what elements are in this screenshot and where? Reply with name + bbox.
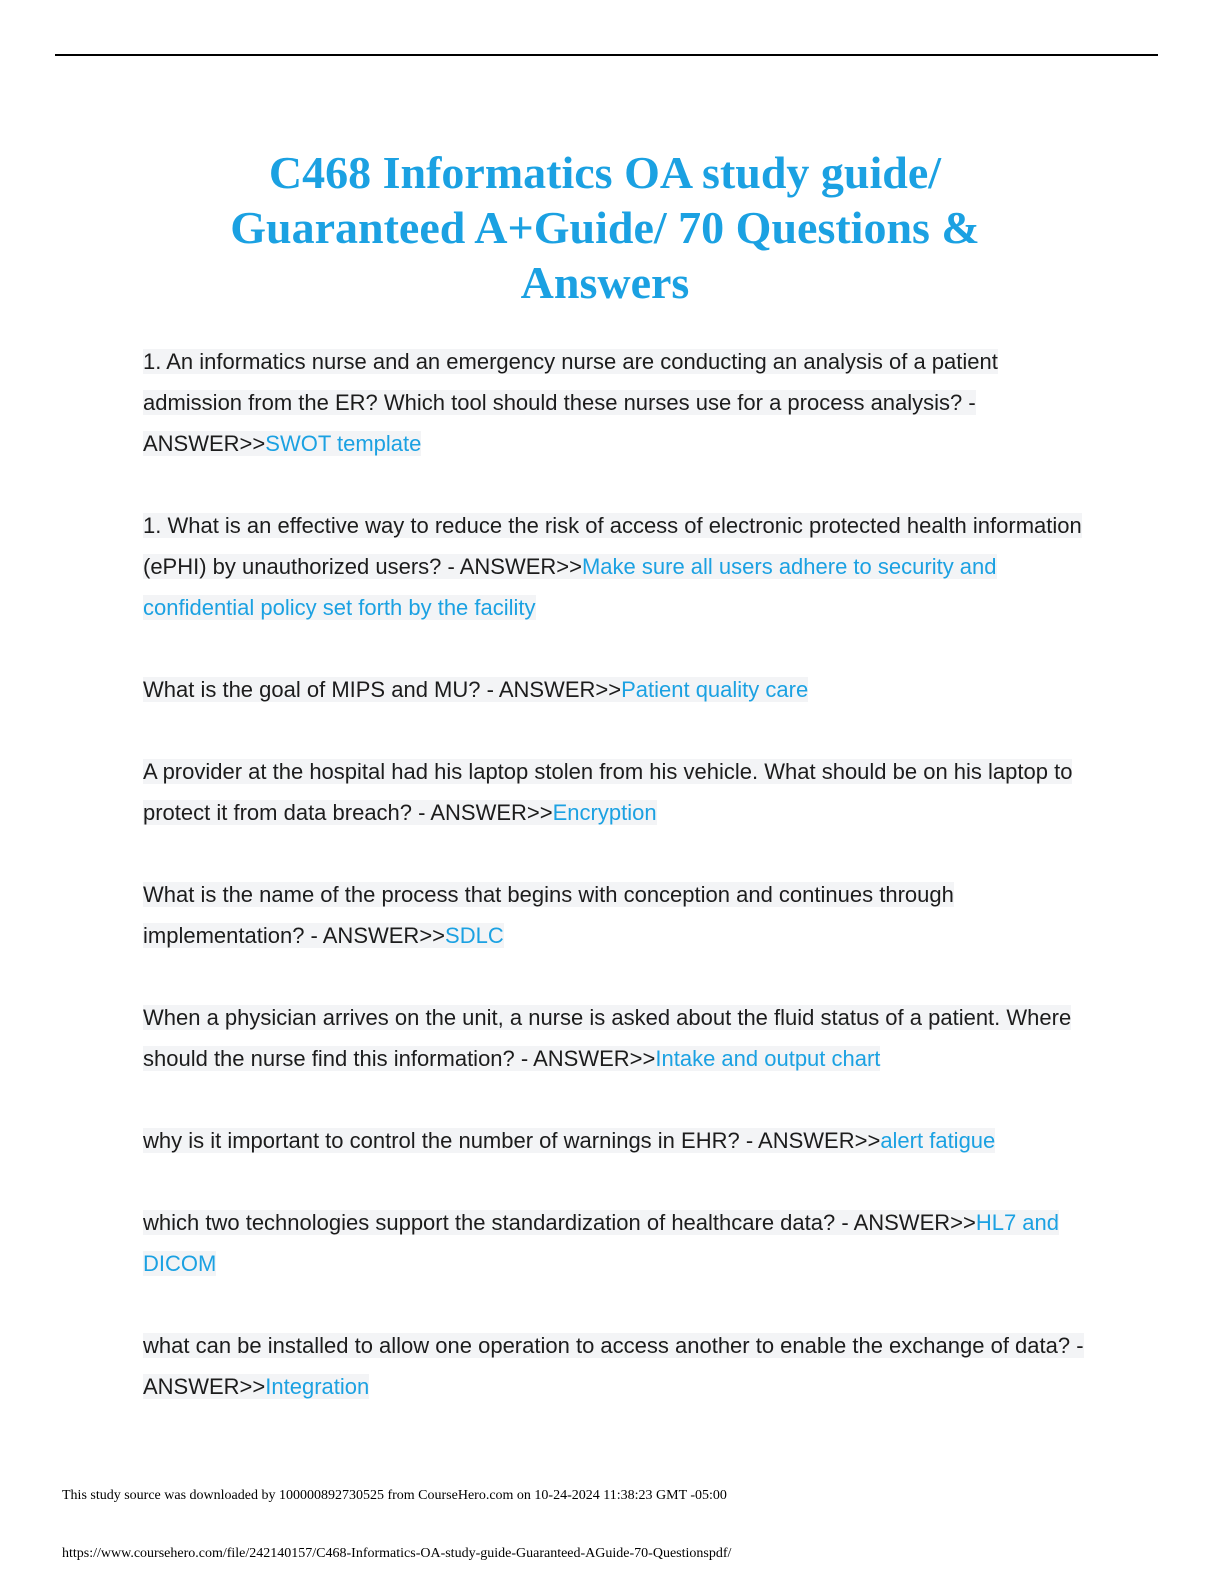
title-line-1: C468 Informatics OA study guide/ xyxy=(268,147,942,198)
qa-item-8 xyxy=(143,1202,1093,1284)
qa-list xyxy=(143,341,1093,1448)
question-text: What is the name of the process that begins with conception and continues through implementation? - ANSWER>> xyxy=(143,882,954,948)
question-text: why is it important to control the number of warnings in EHR? - ANSWER>> xyxy=(143,1128,881,1153)
qa-item-6 xyxy=(143,997,1093,1079)
question-text: 1. An informatics nurse and an emergency nurse are conducting an analysis of a patient admission from the ER? Which tool should these nurses use for a process analysis? - ANSWER>> xyxy=(143,349,998,456)
header-rule xyxy=(55,54,1158,56)
qa-item-9 xyxy=(143,1325,1093,1407)
answer-text: Integration xyxy=(265,1374,370,1399)
qa-item-5 xyxy=(143,874,1093,956)
footer-source-note: This study source was downloaded by 100000892730525 from CourseHero.com on 10-24-2024 11:38:23 GMT -05:00 xyxy=(62,1488,727,1503)
title-line-2: Guaranteed A+Guide/ 70 Questions & xyxy=(230,202,980,253)
answer-text: HL7 and DICOM xyxy=(143,1210,1060,1276)
qa-item-2 xyxy=(143,505,1093,628)
answer-text: SDLC xyxy=(445,923,504,948)
answer-text: SWOT template xyxy=(265,431,422,456)
answer-text: Make sure all users adhere to security and confidential policy set forth by the facility xyxy=(143,554,997,620)
question-text: 1. What is an effective way to reduce the risk of access of electronic protected health information (ePHI) by unauthorized users? - ANSWER>> xyxy=(143,513,1082,579)
question-text: What is the goal of MIPS and MU? - ANSWER>> xyxy=(143,677,622,702)
footer-url-link[interactable]: https://www.coursehero.com/file/242140157/C468-Informatics-OA-study-guide-Guaranteed-AGuide-70-Questionspdf/ xyxy=(62,1546,732,1561)
qa-item-4 xyxy=(143,751,1093,833)
title-line-3: Answers xyxy=(520,257,690,308)
qa-item-3 xyxy=(143,669,1093,710)
qa-item-1 xyxy=(143,341,1093,464)
question-text: which two technologies support the standardization of healthcare data? - ANSWER>> xyxy=(143,1210,976,1235)
question-text: When a physician arrives on the unit, a nurse is asked about the fluid status of a patient. Where should the nurse find this information? - ANSWER>> xyxy=(143,1005,1072,1071)
answer-text: Patient quality care xyxy=(621,677,809,702)
question-text: what can be installed to allow one operation to access another to enable the exchange of data? - ANSWER>> xyxy=(143,1333,1084,1399)
answer-text: Encryption xyxy=(552,800,657,825)
document-title xyxy=(100,145,1110,310)
answer-text: alert fatigue xyxy=(880,1128,996,1153)
answer-text: Intake and output chart xyxy=(655,1046,881,1071)
question-text: A provider at the hospital had his laptop stolen from his vehicle. What should be on his laptop to protect it from data breach? - ANSWER>> xyxy=(143,759,1073,825)
qa-item-7 xyxy=(143,1120,1093,1161)
